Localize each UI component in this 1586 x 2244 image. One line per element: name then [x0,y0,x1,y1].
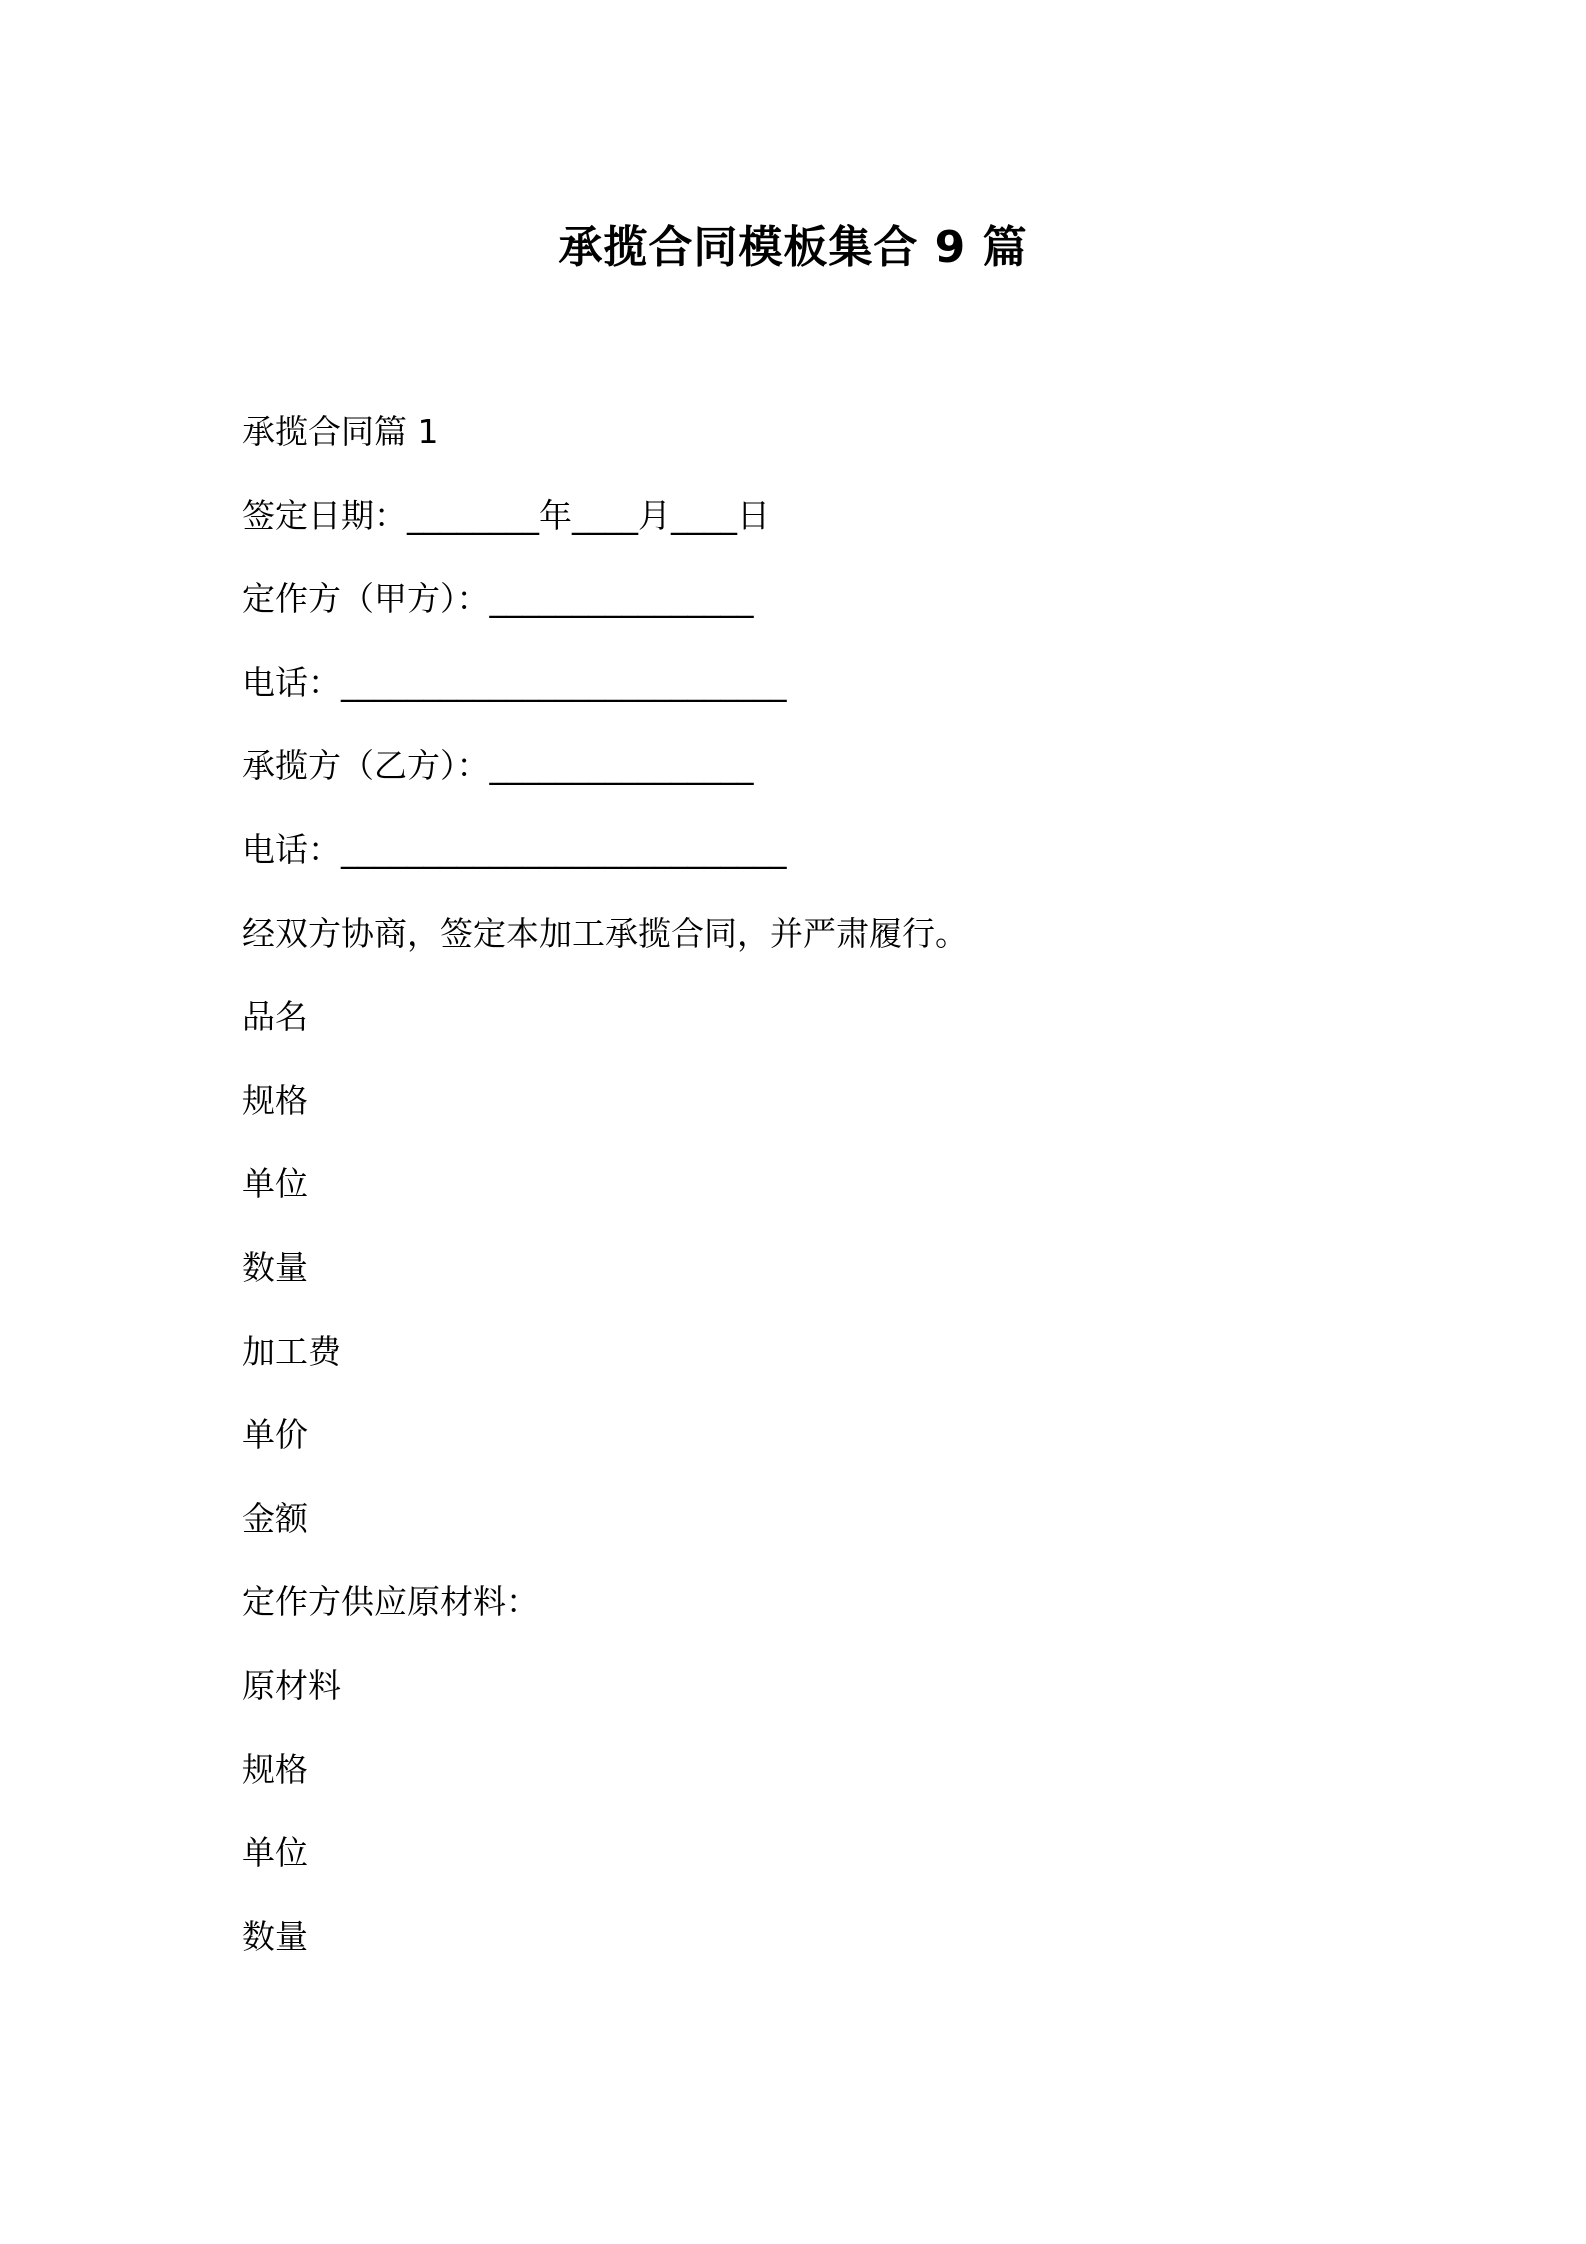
party-b-line: 承揽方（乙方）：________________ [242,746,754,786]
field-raw-material: 原材料 [242,1665,341,1705]
party-a-line: 定作方（甲方）：________________ [242,579,754,619]
field-quantity: 数量 [242,1247,308,1287]
field-processing-fee: 加工费 [242,1331,341,1371]
document-title: 承揽合同模板集合 9 篇 [558,222,1028,273]
field-unit: 单位 [242,1164,308,1204]
field-material-quantity: 数量 [242,1916,308,1956]
field-specification: 规格 [242,1080,308,1120]
party-a-phone-line: 电话：___________________________ [242,662,787,702]
document-body [242,408,1422,1996]
party-b-phone-line: 电话：___________________________ [242,829,787,869]
section-heading: 承揽合同篇 1 [242,412,439,451]
signing-date-line: 签定日期：________年____月____日 [242,495,770,535]
field-unit-price: 单价 [242,1415,308,1455]
field-material-specification: 规格 [242,1749,308,1789]
field-product-name: 品名 [242,997,308,1037]
materials-heading: 定作方供应原材料： [242,1582,539,1622]
field-amount: 金额 [242,1498,308,1538]
agreement-statement: 经双方协商，签定本加工承揽合同，并严肃履行。 [242,913,968,953]
field-material-unit: 单位 [242,1833,308,1873]
